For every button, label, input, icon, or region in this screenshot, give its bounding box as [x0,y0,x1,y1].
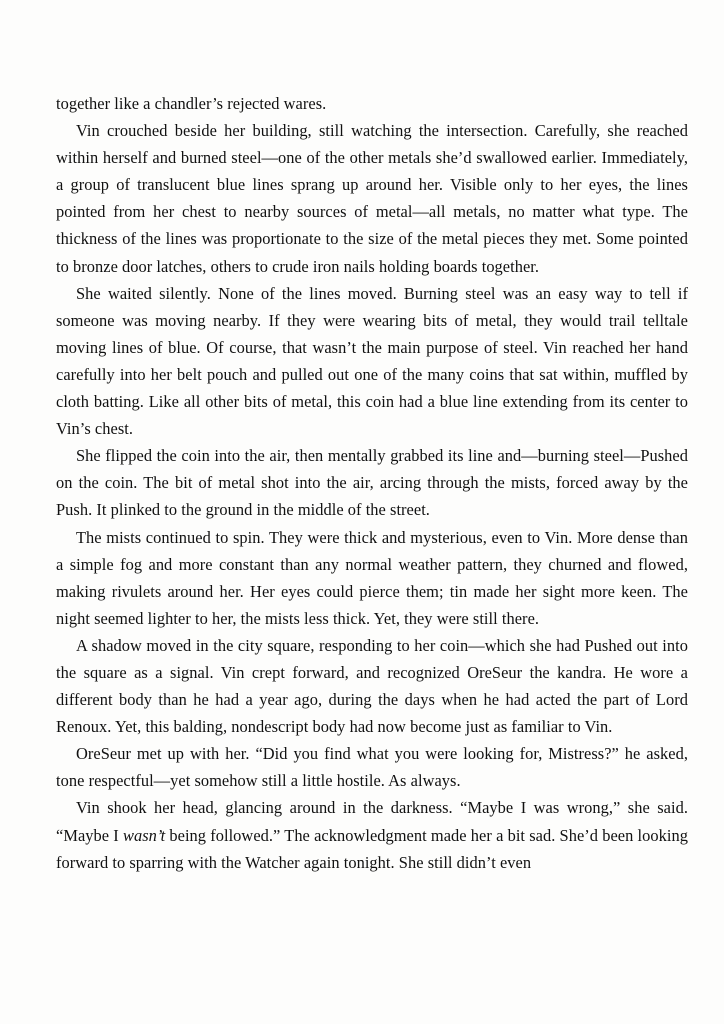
paragraph-she-flipped: She flipped the coin into the air, then mentally grabbed its line and—burning steel—Pushed on the coin. The bit of metal shot into the air, arcing through the mists, forced away by the Push. It plinked to the ground in the middle of the street. [56,446,688,520]
paragraph-a-shadow: A shadow moved in the city square, responding to her coin—which she had Pushed out into the square as a signal. Vin crept forward, and recognized OreSeur the kandra. He wore a different body than he had a year ago, during the days when he had acted the part of Lord Renoux. Yet, this balding, nondescript body had now become just as familiar to Vin. [56,635,688,737]
paragraph-segment-emphasis: wasn’t [122,825,166,845]
paragraph-oreseur-met: OreSeur met up with her. “Did you find what you were looking for, Mistress?” he asked, tone respectful—yet somehow still a little hostile. As always. [56,744,688,791]
paragraph-vin-crouched: Vin crouched beside her building, still watching the intersection. Carefully, she reached within herself and burned steel—one of the other metals she’d swallowed earlier. Immediately, a group of translucent blue lines sprang up around her. Visible only to her eyes, the lines pointed from her chest to nearby sources of metal—all metals, no matter what type. The thickness of the lines was proportionate to the size of the metal pieces they met. Some pointed to bronze door latches, others to crude iron nails holding boards together. [56,121,688,276]
paragraph-continued: together like a chandler’s rejected wares. [56,94,327,113]
paragraph-segment-lead: Vin shook her head, glancing around in the darkness. “Maybe I was wrong,” she said. “Maybe I [56,798,688,845]
paragraph-vin-shook [56,794,688,875]
paragraph-she-waited: She waited silently. None of the lines moved. Burning steel was an easy way to tell if someone was moving nearby. If they were wearing bits of metal, they would trail telltale moving lines of blue. Of course, that wasn’t the main purpose of steel. Vin reached her hand carefully into her belt pouch and pulled out one of the many coins that sat within, muffled by cloth batting. Like all other bits of metal, this coin had a blue line extending from its center to Vin’s chest. [56,283,688,439]
body-text-column [56,90,688,876]
paragraph-the-mists: The mists continued to spin. They were thick and mysterious, even to Vin. More dense than a simple fog and more constant than any normal weather pattern, they churned and flowed, making rivulets around her. Her eyes could pierce them; tin made her sight more keen. The night seemed lighter to her, the mists less thick. Yet, they were still there. [56,527,688,628]
paragraph-segment-tail: being followed.” The acknowledgment made her a bit sad. She’d been looking forward to sparring with the Watcher again tonight. She still didn’t even [56,825,688,872]
